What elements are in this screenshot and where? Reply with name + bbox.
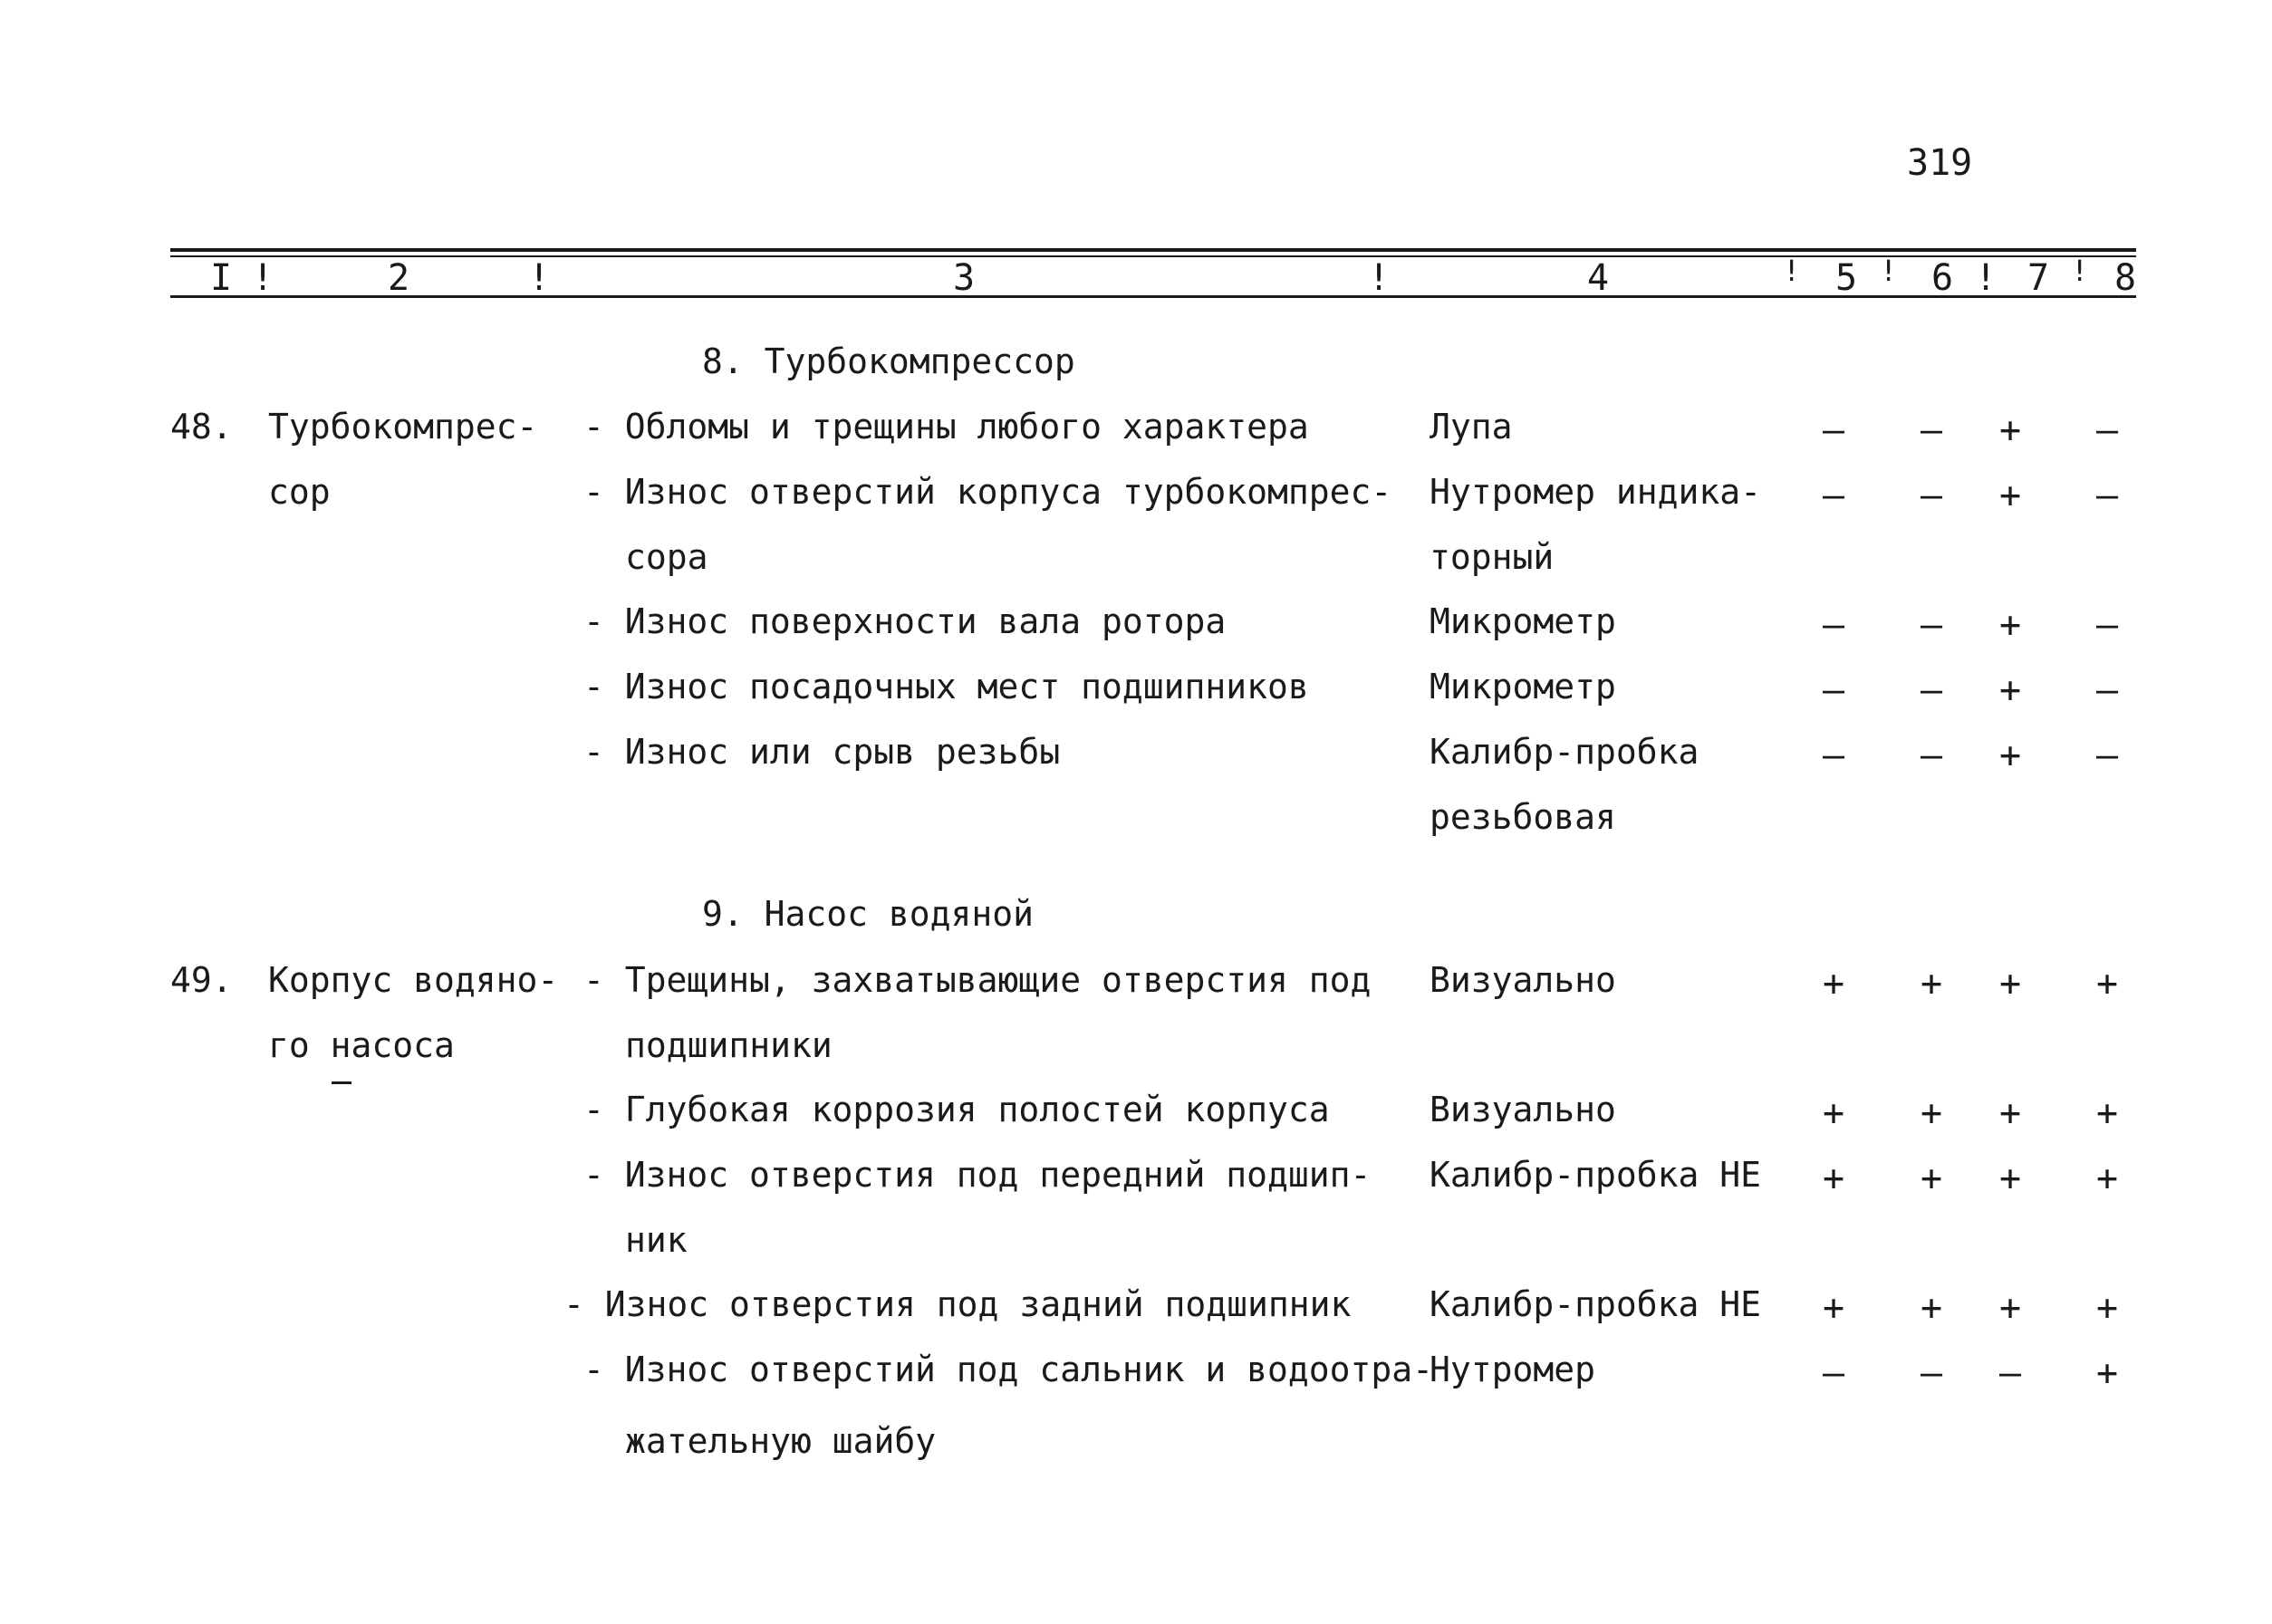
- tool-text: Нутромер: [1430, 1350, 1596, 1389]
- column-separator: !: [1368, 257, 1391, 299]
- mark-col-5: –: [1822, 1352, 1845, 1394]
- defect-text: - Обломы и трещины любого характера: [583, 407, 1309, 447]
- item-number: 49.: [170, 960, 233, 1000]
- mark-col-8: –: [2095, 409, 2119, 451]
- page-number: 319: [1907, 142, 1973, 184]
- column-header-3: 3: [953, 257, 976, 299]
- mark-col-6: +: [1920, 1092, 1943, 1134]
- tool-text: Калибр-пробка: [1430, 732, 1699, 772]
- defect-text: жательную шайбу: [625, 1421, 937, 1461]
- mark-col-5: –: [1822, 669, 1845, 711]
- tool-text: Калибр-пробка НЕ: [1430, 1155, 1762, 1195]
- mark-col-5: –: [1822, 409, 1845, 451]
- mark-col-7: +: [1998, 1158, 2022, 1199]
- defect-text: - Износ отверстий под сальник и водоотра-: [583, 1350, 1433, 1389]
- mark-col-6: –: [1920, 409, 1943, 451]
- header-top-rule: [170, 248, 2136, 252]
- mark-col-8: –: [2095, 475, 2119, 516]
- defect-text: - Глубокая коррозия полостей корпуса: [583, 1090, 1330, 1129]
- mark-col-5: –: [1822, 475, 1845, 516]
- defect-text: - Износ или срыв резьбы: [583, 732, 1061, 772]
- tool-text: Визуально: [1430, 1090, 1616, 1129]
- tool-text: Визуально: [1430, 960, 1616, 1000]
- column-separator: !: [1783, 254, 1801, 288]
- mark-col-7: +: [1998, 1287, 2022, 1329]
- column-header-7: 7: [2027, 257, 2050, 299]
- mark-col-5: +: [1822, 1287, 1845, 1329]
- mark-col-8: +: [2095, 1352, 2119, 1394]
- item-name: сор: [268, 472, 331, 512]
- defect-text: - Износ посадочных мест подшипников: [583, 667, 1309, 706]
- section-title: 9. Насос водяной: [702, 894, 1035, 934]
- stray-dash-mark: [332, 1081, 351, 1084]
- mark-col-8: –: [2095, 669, 2119, 711]
- section-title: 8. Турбокомпрессор: [702, 341, 1075, 381]
- defect-text: - Износ отверстий корпуса турбокомпрес-: [583, 472, 1392, 512]
- column-header-2: 2: [388, 257, 410, 299]
- mark-col-6: –: [1920, 1352, 1943, 1394]
- defect-text: сора: [625, 537, 708, 577]
- mark-col-7: +: [1998, 963, 2022, 1004]
- mark-col-6: –: [1920, 604, 1943, 646]
- defect-text: ник: [625, 1220, 688, 1260]
- tool-text: Нутромер индика-: [1430, 472, 1762, 512]
- mark-col-6: +: [1920, 963, 1943, 1004]
- tool-text: Калибр-пробка НЕ: [1430, 1284, 1762, 1324]
- item-name: Турбокомпрес-: [268, 407, 538, 447]
- tool-text: резьбовая: [1430, 797, 1616, 837]
- tool-text: Лупа: [1430, 407, 1513, 447]
- defect-text: подшипники: [625, 1025, 833, 1065]
- mark-col-5: –: [1822, 604, 1845, 646]
- mark-col-6: –: [1920, 735, 1943, 776]
- defect-text: - Износ отверстия под задний подшипник: [563, 1284, 1352, 1324]
- mark-col-8: +: [2095, 963, 2119, 1004]
- mark-col-5: +: [1822, 963, 1845, 1004]
- mark-col-7: +: [1998, 475, 2022, 516]
- mark-col-8: –: [2095, 604, 2119, 646]
- column-separator: !: [252, 257, 274, 299]
- mark-col-7: +: [1998, 669, 2022, 711]
- mark-col-6: +: [1920, 1287, 1943, 1329]
- column-header-1: I: [210, 257, 233, 299]
- mark-col-8: +: [2095, 1287, 2119, 1329]
- column-header-6: 6: [1931, 257, 1954, 299]
- mark-col-6: –: [1920, 475, 1943, 516]
- mark-col-7: –: [1998, 1352, 2022, 1394]
- column-header-5: 5: [1835, 257, 1858, 299]
- tool-text: Микрометр: [1430, 667, 1616, 706]
- mark-col-8: –: [2095, 735, 2119, 776]
- mark-col-6: +: [1920, 1158, 1943, 1199]
- column-separator: !: [1880, 254, 1898, 288]
- mark-col-7: +: [1998, 604, 2022, 646]
- defect-text: - Износ поверхности вала ротора: [583, 601, 1227, 641]
- column-header-8: 8: [2114, 257, 2137, 299]
- mark-col-5: +: [1822, 1158, 1845, 1199]
- item-name: Корпус водяно-: [268, 960, 559, 1000]
- item-number: 48.: [170, 407, 233, 447]
- defect-text: - Трещины, захватывающие отверстия под: [583, 960, 1372, 1000]
- column-separator: !: [1975, 257, 1998, 299]
- column-header-4: 4: [1587, 257, 1610, 299]
- mark-col-7: +: [1998, 1092, 2022, 1134]
- mark-col-8: +: [2095, 1158, 2119, 1199]
- mark-col-5: +: [1822, 1092, 1845, 1134]
- tool-text: торный: [1430, 537, 1555, 577]
- defect-text: - Износ отверстия под передний подшип-: [583, 1155, 1372, 1195]
- item-name: го насоса: [268, 1025, 455, 1065]
- column-separator: !: [2071, 254, 2089, 288]
- column-separator: !: [528, 257, 551, 299]
- mark-col-6: –: [1920, 669, 1943, 711]
- tool-text: Микрометр: [1430, 601, 1616, 641]
- mark-col-8: +: [2095, 1092, 2119, 1134]
- mark-col-7: +: [1998, 735, 2022, 776]
- mark-col-5: –: [1822, 735, 1845, 776]
- mark-col-7: +: [1998, 409, 2022, 451]
